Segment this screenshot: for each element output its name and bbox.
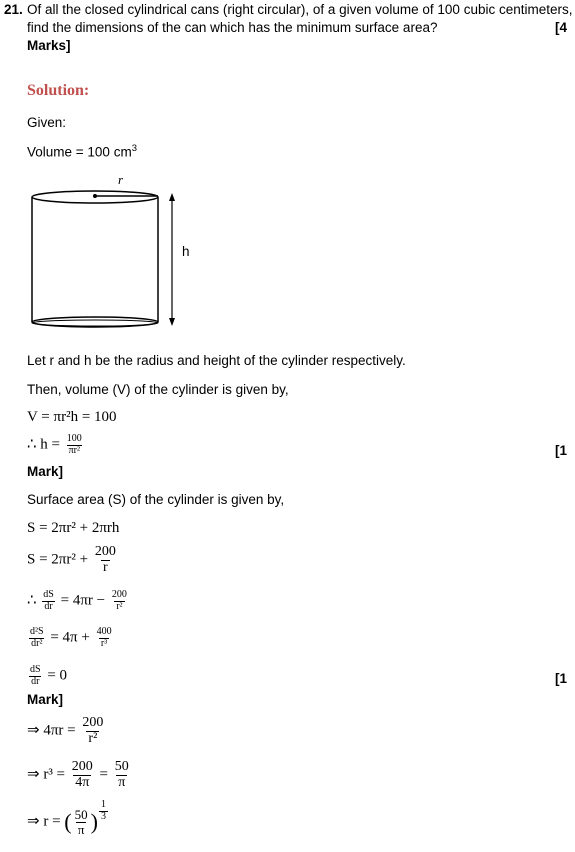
fraction-ds-2 [110, 590, 129, 612]
fraction-ds [41, 590, 56, 612]
fraction-b-1-num: 200 [71, 759, 93, 774]
fraction-s2 [93, 545, 118, 575]
question-number: 21. [4, 2, 23, 17]
fraction-a [80, 716, 105, 746]
fraction-b-1 [70, 760, 95, 790]
fraction-d2s [28, 627, 46, 649]
fraction-d2s-2-num: 400 [96, 626, 112, 637]
equation-volume: V = πr²h = 100 [27, 409, 117, 425]
equation-d2s-mid: = 4π + [50, 629, 90, 646]
mark-2-open: [1 [554, 671, 567, 686]
radius-label: r [118, 172, 124, 187]
fraction-h-den: πr² [68, 444, 80, 456]
fraction-ds-num: dS [43, 589, 54, 600]
equation-a [27, 716, 106, 746]
paren-close: ) [90, 809, 98, 835]
equation-b-prefix: ⇒ r³ = [27, 766, 66, 783]
let-text: Let r and h be the radius and height of the cylinder respectively. [27, 353, 406, 368]
question-line-1: Of all the closed cylindrical cans (right circular), of a given volume of 100 cubic centimeters, [27, 2, 573, 17]
fraction-ds-2-num: 200 [111, 589, 127, 600]
given-label: Given: [27, 115, 67, 130]
equation-zero-rest: = 0 [47, 667, 68, 684]
fraction-zero [28, 665, 43, 687]
fraction-d2s-2 [95, 627, 114, 649]
fraction-d2s-2-den: r³ [100, 637, 108, 649]
fraction-zero-num: dS [30, 664, 41, 675]
fraction-s2-num: 200 [94, 544, 116, 559]
then-text: Then, volume (V) of the cylinder is given by, [27, 382, 289, 397]
fraction-h-num: 100 [66, 433, 82, 444]
equation-ds [27, 590, 130, 612]
fraction-c-den: π [77, 821, 85, 837]
mark-2-close: Mark] [27, 692, 64, 707]
fraction-c [73, 808, 90, 836]
equation-b [27, 760, 132, 790]
equation-s2-prefix: S = 2πr² + [27, 551, 89, 568]
equation-zero [27, 665, 67, 687]
fraction-ds-den: dr [44, 600, 53, 612]
fraction-b-1-den: 4π [75, 774, 90, 790]
fraction-h [65, 434, 84, 456]
fraction-ds-2-den: r² [116, 600, 123, 612]
equation-d2s [27, 627, 115, 649]
question-marks-close: Marks] [27, 38, 71, 53]
equation-s1: S = 2πr² + 2πrh [27, 520, 120, 536]
solution-heading: Solution: [27, 82, 90, 99]
mark-1-close: Mark] [27, 464, 64, 479]
exponent-den: 3 [100, 810, 106, 822]
fraction-s2-den: r [102, 559, 108, 575]
volume-exponent: 3 [131, 143, 137, 154]
fraction-b-2-den: π [118, 774, 126, 790]
surface-text: Surface area (S) of the cylinder is given by, [27, 492, 285, 507]
exponent-fraction [99, 800, 108, 822]
equation-a-prefix: ⇒ 4πr = [27, 722, 76, 739]
fraction-b-2 [113, 760, 131, 790]
fraction-a-num: 200 [82, 715, 104, 730]
exponent-num: 1 [100, 799, 106, 810]
equation-c-prefix: ⇒ r = [27, 813, 61, 830]
equation-ds-prefix: ∴ [27, 592, 37, 609]
question-marks-open: [4 [554, 20, 567, 35]
equation-c [27, 799, 109, 837]
volume-given [27, 143, 137, 160]
height-label: h [182, 244, 190, 259]
equation-b-equals: = [99, 766, 108, 783]
volume-text: Volume = 100 cm [27, 144, 132, 160]
fraction-d2s-num: d²S [30, 626, 44, 637]
equation-s2 [27, 545, 119, 575]
fraction-c-num: 50 [74, 807, 88, 822]
question-line-2: find the dimensions of the can which has the minimum surface area? [27, 20, 438, 35]
mark-1-open: [1 [554, 443, 567, 458]
paren-open: ( [64, 809, 72, 835]
equation-ds-mid: = 4πr − [60, 592, 106, 609]
fraction-d2s-den: dr² [31, 637, 43, 649]
fraction-a-den: r² [88, 730, 98, 746]
equation-h [27, 434, 85, 456]
fraction-b-2-num: 50 [114, 759, 129, 774]
fraction-zero-den: dr [31, 675, 40, 687]
equation-h-prefix: ∴ h = [27, 436, 61, 453]
